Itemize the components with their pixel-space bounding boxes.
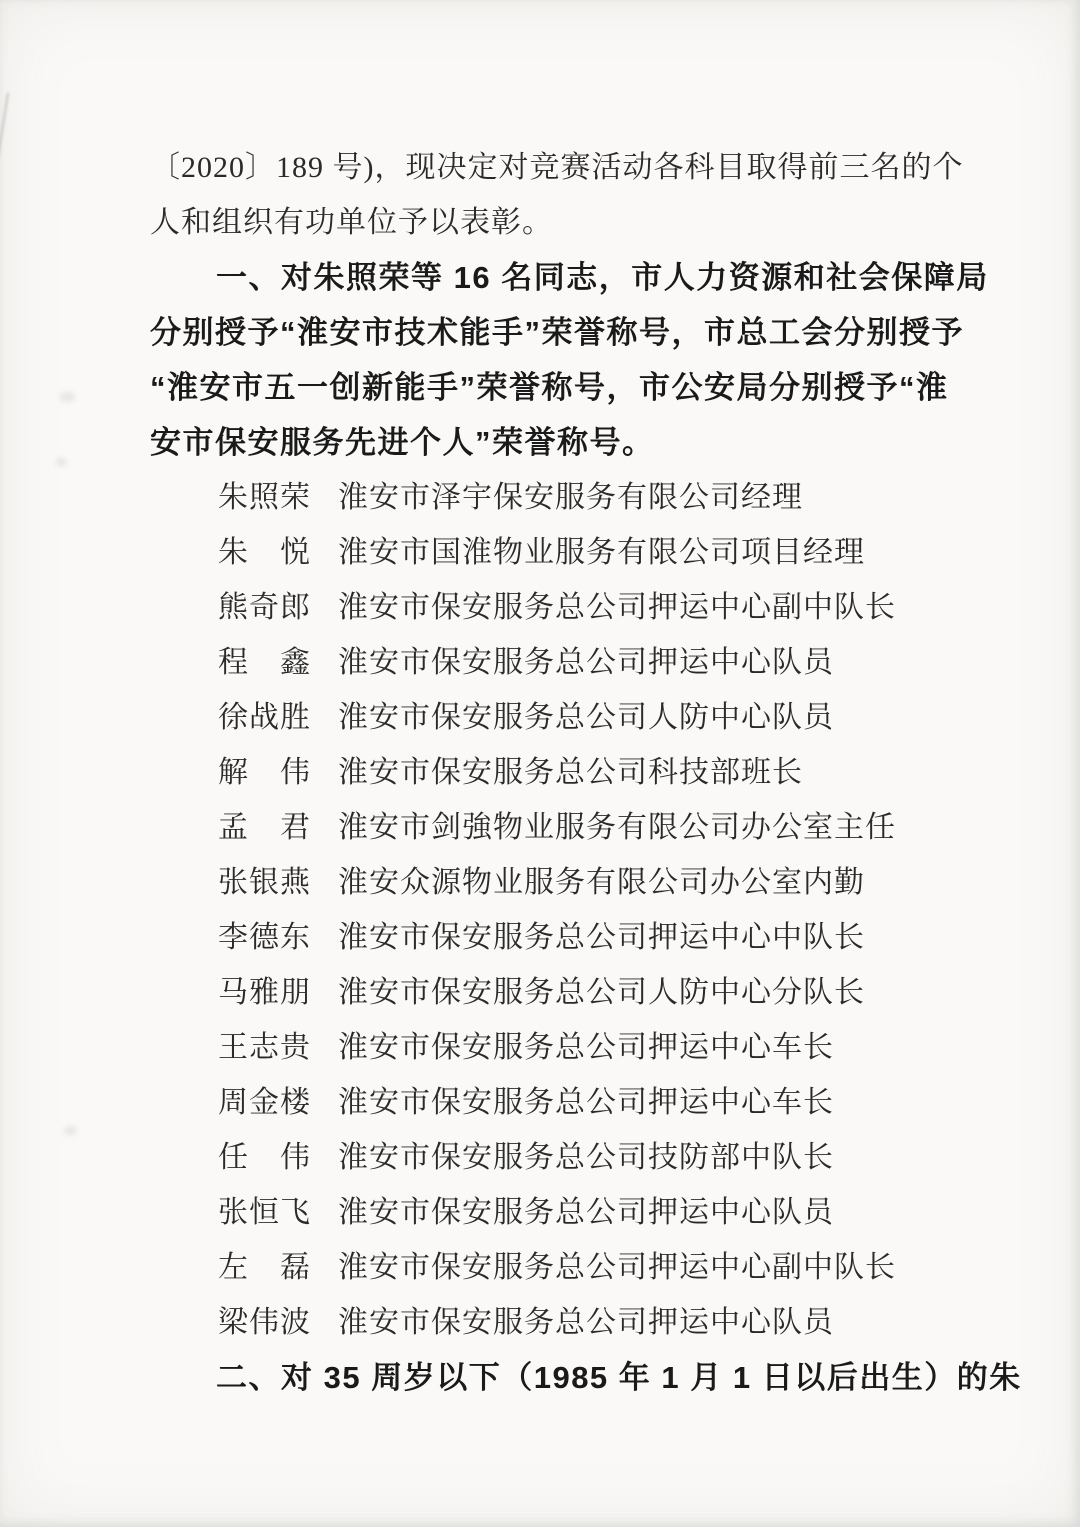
awardee-name: 任 伟 bbox=[218, 1141, 311, 1174]
awardee-row bbox=[150, 1240, 940, 1295]
awardee-title: 淮安市保安服务总公司押运中心队员 bbox=[338, 1196, 834, 1229]
awardee-row bbox=[150, 1020, 940, 1075]
awardee-name: 朱 悦 bbox=[218, 536, 311, 569]
awardee-row bbox=[150, 1185, 940, 1240]
awardee-title: 淮安市国淮物业服务有限公司项目经理 bbox=[338, 536, 865, 569]
awardee-name: 张恒飞 bbox=[218, 1196, 311, 1229]
awardee-row bbox=[150, 910, 940, 965]
scan-artifact-smudge bbox=[60, 392, 75, 402]
awardee-title: 淮安市保安服务总公司押运中心副中队长 bbox=[338, 591, 896, 624]
document-body bbox=[150, 140, 1022, 1405]
awardee-title: 淮安市保安服务总公司押运中心中队长 bbox=[338, 921, 865, 954]
awardee-title: 淮安市保安服务总公司技防部中队长 bbox=[338, 1141, 834, 1174]
awardee-name: 左 磊 bbox=[218, 1251, 311, 1284]
awardee-title: 淮安市保安服务总公司人防中心队员 bbox=[338, 701, 834, 734]
awardee-title: 淮安市保安服务总公司押运中心车长 bbox=[338, 1031, 834, 1064]
scan-artifact-corner-line bbox=[0, 93, 10, 227]
awardee-row bbox=[150, 690, 940, 745]
awardee-row bbox=[150, 855, 940, 910]
awardee-name: 朱照荣 bbox=[218, 481, 311, 514]
intro-paragraph-line-2: 人和组织有功单位予以表彰。 bbox=[150, 206, 553, 239]
scan-artifact-smudge bbox=[56, 458, 67, 466]
scan-artifact-smudge bbox=[64, 1126, 77, 1135]
awardee-row bbox=[150, 1075, 940, 1130]
awardee-name: 孟 君 bbox=[218, 811, 311, 844]
awardee-name: 解 伟 bbox=[218, 756, 311, 789]
awardee-name: 马雅朋 bbox=[218, 976, 311, 1009]
section-two-heading-line-1: 二、对 35 周岁以下（1985 年 1 月 1 日以后出生）的朱 bbox=[216, 1360, 1022, 1395]
awardee-title: 淮安市保安服务总公司押运中心队员 bbox=[338, 1306, 834, 1339]
awardee-name: 周金楼 bbox=[218, 1086, 311, 1119]
awardee-row bbox=[150, 580, 940, 635]
awardee-title: 淮安市保安服务总公司人防中心分队长 bbox=[338, 976, 865, 1009]
section-one-heading-line-4: 安市保安服务先进个人”荣誉称号。 bbox=[150, 425, 655, 460]
section-one-heading-line-2: 分别授予“淮安市技术能手”荣誉称号，市总工会分别授予 bbox=[150, 315, 964, 350]
awardee-title: 淮安市剑強物业服务有限公司办公室主任 bbox=[338, 811, 896, 844]
awardee-title: 淮安市泽宇保安服务有限公司经理 bbox=[338, 481, 803, 514]
awardee-row bbox=[150, 965, 940, 1020]
awardee-title: 淮安市保安服务总公司押运中心副中队长 bbox=[338, 1251, 896, 1284]
awardee-name: 梁伟波 bbox=[218, 1306, 311, 1339]
awardee-name: 李德东 bbox=[218, 921, 311, 954]
awardee-row bbox=[150, 470, 940, 525]
section-one-heading-line-3: “淮安市五一创新能手”荣誉称号，市公安局分别授予“淮 bbox=[150, 370, 949, 405]
awardee-name: 王志贵 bbox=[218, 1031, 311, 1064]
awardee-row bbox=[150, 1130, 940, 1185]
awardee-title: 淮安市保安服务总公司押运中心车长 bbox=[338, 1086, 834, 1119]
awardee-row bbox=[150, 525, 940, 580]
section-one-heading-line-1: 一、对朱照荣等 16 名同志，市人力资源和社会保障局 bbox=[216, 260, 989, 295]
awardee-title: 淮安市保安服务总公司押运中心队员 bbox=[338, 646, 834, 679]
awardee-title: 淮安市保安服务总公司科技部班长 bbox=[338, 756, 803, 789]
awardee-name: 张银燕 bbox=[218, 866, 311, 899]
awardee-name: 程 鑫 bbox=[218, 646, 311, 679]
awardee-title: 淮安众源物业服务有限公司办公室内勤 bbox=[338, 866, 865, 899]
awardee-row bbox=[150, 745, 940, 800]
awardee-row bbox=[150, 800, 940, 855]
awardee-row bbox=[150, 635, 940, 690]
awardee-row bbox=[150, 1295, 940, 1350]
awardee-name: 熊奇郎 bbox=[218, 591, 311, 624]
awardee-name: 徐战胜 bbox=[218, 701, 311, 734]
intro-paragraph-line-1: 〔2020〕189 号)，现决定对竞赛活动各科目取得前三名的个 bbox=[150, 151, 964, 184]
